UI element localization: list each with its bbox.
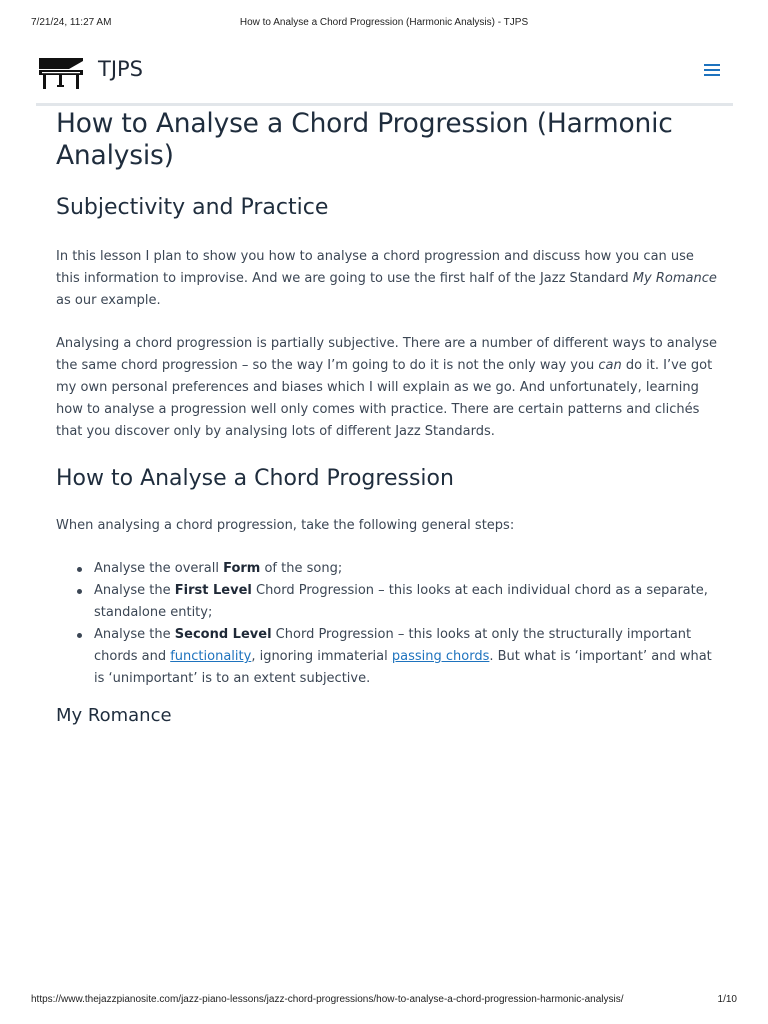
print-url: https://www.thejazzpianosite.com/jazz-piano-lessons/jazz-chord-progressions/how-to-analyse-a-chord-progression-harmonic-analysis/ [31, 994, 624, 1005]
page-title: How to Analyse a Chord Progression (Harmonic Analysis) [56, 108, 673, 171]
print-page-number: 1/10 [717, 994, 737, 1005]
article [56, 108, 718, 728]
text: , ignoring immaterial [251, 649, 392, 664]
section-heading-how-to: How to Analyse a Chord Progression [56, 466, 454, 491]
text: Analysing a chord progression is partially subjective. There are a number of different ways to analyse the same chord progression – so the way I’m going to do it is not the only way you [56, 336, 718, 373]
brand-name[interactable]: TJPS [98, 57, 144, 81]
print-header [0, 0, 768, 40]
hamburger-menu-icon[interactable] [703, 62, 721, 78]
emphasis-can: can [598, 358, 622, 373]
bullet [77, 633, 82, 638]
bullet [77, 567, 82, 572]
section-heading-subjectivity: Subjectivity and Practice [56, 195, 329, 220]
link-functionality[interactable]: functionality [170, 649, 252, 664]
paragraph-intro [56, 246, 718, 312]
emphasis-my-romance: My Romance [632, 271, 717, 286]
text: Analyse the overall [94, 561, 224, 576]
bold-form: Form [223, 561, 261, 576]
text: as our example. [56, 293, 161, 308]
section-heading-my-romance: My Romance [56, 705, 172, 726]
bold-first-level: First Level [174, 583, 252, 598]
link-passing-chords[interactable]: passing chords [391, 649, 490, 664]
paragraph-subjectivity [56, 333, 718, 443]
list-item [56, 624, 718, 690]
grand-piano-icon[interactable] [36, 52, 86, 92]
print-datetime: 7/21/24, 11:27 AM [31, 17, 112, 28]
text: do it. I’ve got my own personal preferences and biases which I will explain as we go. And unfortunately, learning how to analyse a progression well only comes with practice. There are certain patterns and clichés that you discover only by analysing lots of different Jazz Standards. [56, 358, 713, 439]
text: Chord Progression – this looks at each individual chord as a separate, standalone entity; [94, 583, 708, 620]
paragraph-steps-intro: When analysing a chord progression, take the following general steps: [56, 518, 515, 533]
bullet [77, 589, 82, 594]
print-page-title: How to Analyse a Chord Progression (Harmonic Analysis) - TJPS [239, 17, 529, 28]
list-item [56, 558, 718, 580]
bold-second-level: Second Level [174, 627, 272, 642]
list-item [56, 580, 718, 624]
site-header [36, 44, 733, 106]
steps-list [56, 558, 718, 690]
text: . But what is ‘important’ and what is ‘unimportant’ is to an extent subjective. [94, 649, 712, 686]
text: Analyse the [94, 583, 175, 598]
text: Analyse the [94, 627, 175, 642]
text: Chord Progression – this looks at only the structurally important chords and [94, 627, 692, 664]
text: In this lesson I plan to show you how to analyse a chord progression and discuss how you can use this information to improvise. And we are going to use the first half of the Jazz Standard [56, 249, 694, 286]
text: of the song; [260, 561, 343, 576]
